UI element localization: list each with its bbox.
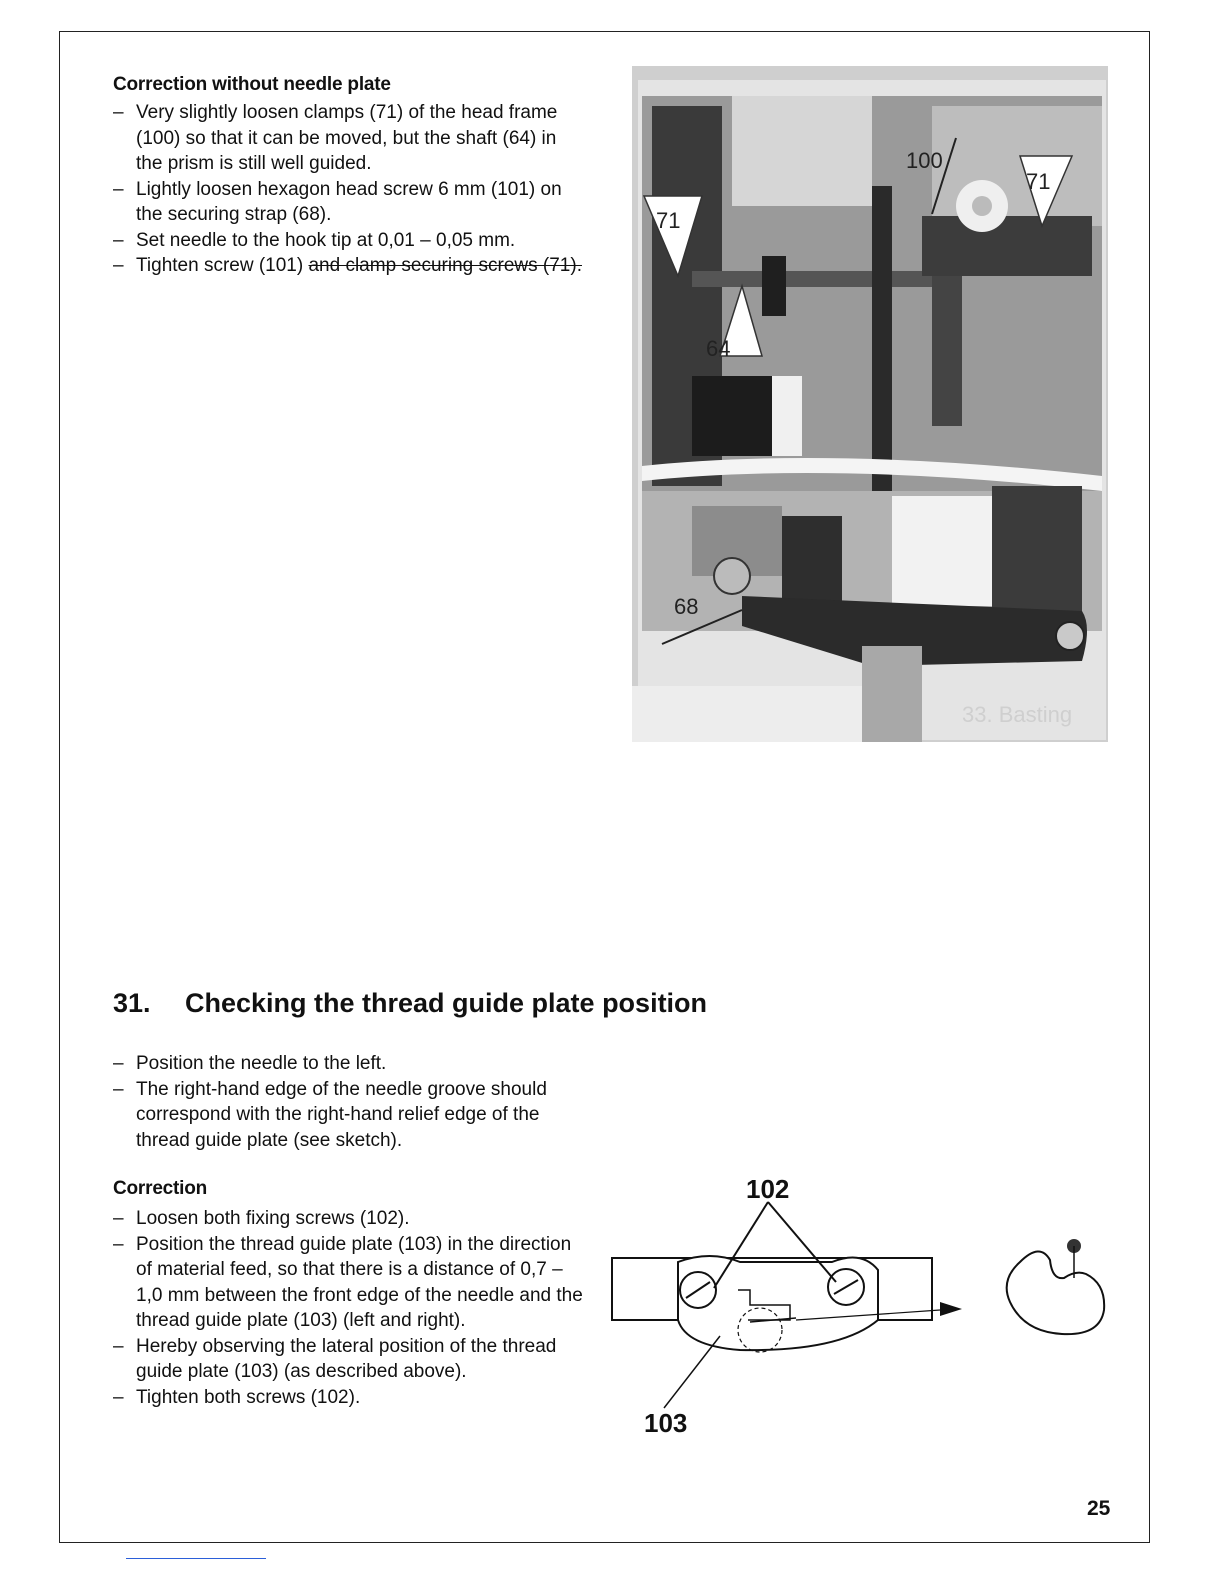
correction-without-plate-list: [113, 100, 588, 279]
list-item: – Tighten screw (101) and clamp securing screws (71).: [113, 253, 588, 279]
page-number: 25: [1087, 1497, 1111, 1520]
section-31-instructions: [113, 1051, 583, 1153]
photo-bg-text: 33. Basting: [962, 702, 1073, 727]
list-item: – Set needle to the hook tip at 0,01 – 0,05 mm.: [113, 228, 588, 254]
sketch-label-103: 103: [644, 1408, 688, 1438]
list-item: – Very slightly loosen clamps (71) of the head frame (100) so that it can be moved, but the shaft (64) in the prism is still well guided.: [113, 100, 588, 177]
section-31-title: [113, 988, 707, 1019]
label-68: 68: [674, 594, 699, 619]
subheading-correction-without-plate: Correction without needle plate: [113, 74, 391, 95]
footer-link-underline: [126, 1558, 266, 1559]
label-71-right: 71: [1026, 169, 1051, 194]
mechanism-photo: [632, 66, 1108, 742]
subheading-correction: Correction: [113, 1178, 208, 1199]
list-item: – Position the thread guide plate (103) in the direction of material feed, so that there is a distance of 0,7 – 1,0 mm between the front edge of the needle and the thread guide plate (103) (left and right).: [113, 1232, 588, 1334]
section-number: 31.: [113, 988, 151, 1018]
correction-list: [113, 1206, 588, 1410]
struck-text: and clamp securing screws (71).: [308, 255, 582, 276]
list-item: – The right-hand edge of the needle groove should correspond with the right-hand relief edge of the thread guide plate (see sketch).: [113, 1077, 583, 1154]
list-item: – Tighten both screws (102).: [113, 1385, 588, 1411]
list-item: – Loosen both fixing screws (102).: [113, 1206, 588, 1232]
label-71-left: 71: [656, 208, 681, 233]
sketch-label-102: 102: [746, 1174, 790, 1204]
list-item: – Hereby observing the lateral position of the thread guide plate (103) (as described above).: [113, 1334, 588, 1385]
list-item: – Lightly loosen hexagon head screw 6 mm (101) on the securing strap (68).: [113, 177, 588, 228]
list-item: – Position the needle to the left.: [113, 1051, 583, 1077]
section-title-text: Checking the thread guide plate position: [185, 988, 708, 1018]
label-100: 100: [906, 148, 943, 173]
label-64: 64: [706, 336, 731, 361]
thread-guide-sketch: [600, 1170, 1140, 1440]
